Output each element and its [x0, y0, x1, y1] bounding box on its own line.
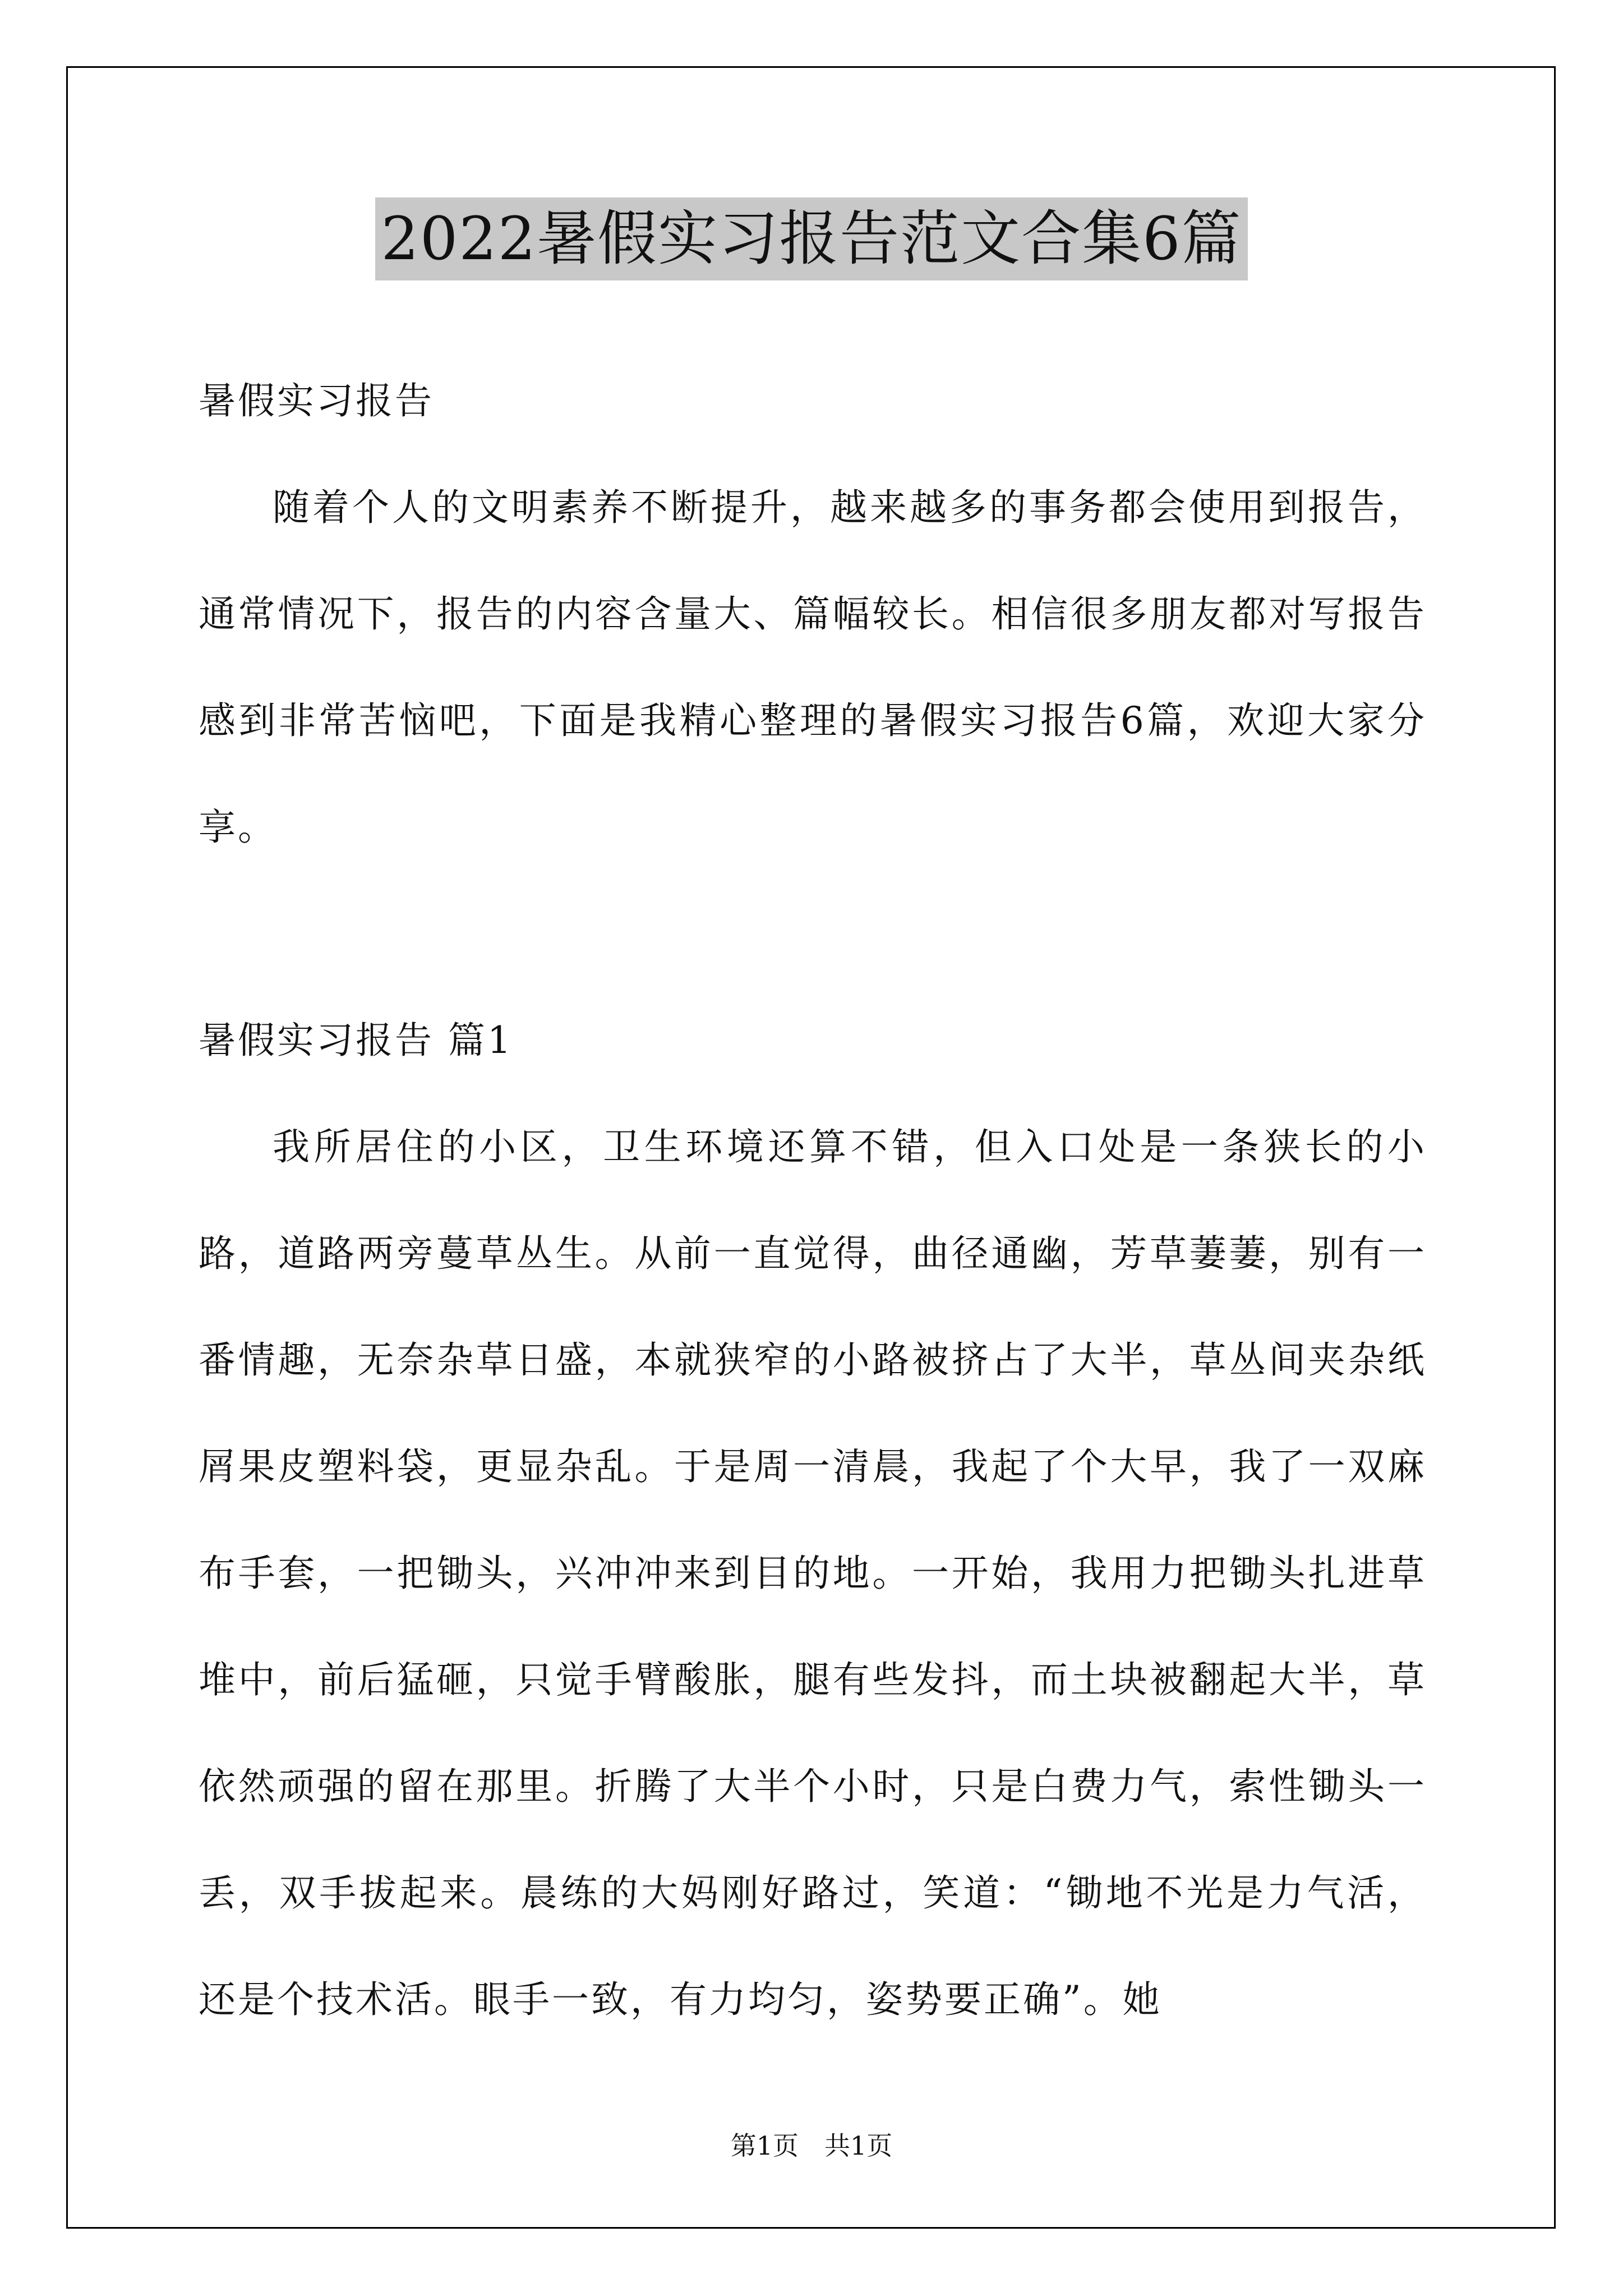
section-spacer	[199, 881, 1427, 987]
title-container	[0, 197, 1623, 280]
section-paragraph: 我所居住的小区，卫生环境还算不错，但入口处是一条狭长的小路，道路两旁蔓草丛生。从前一直觉得，曲径通幽，芳草萋萋，别有一番情趣，无奈杂草日盛，本就狭窄的小路被挤占了大半，草丛间夹杂纸屑果皮塑料袋，更显杂乱。于是周一清晨，我起了个大早，我了一双麻布手套，一把锄头，兴冲冲来到目的地。一开始，我用力把锄头扎进草堆中，前后猛砸，只觉手臂酸胀，腿有些发抖，而土块被翻起大半，草依然顽强的留在那里。折腾了大半个小时，只是白费力气，索性锄头一丢，双手拔起来。晨练的大妈刚好路过，笑道：“锄地不光是力气活，还是个技术活。眼手一致，有力均匀，姿势要正确”。她	[199, 1125, 1427, 2021]
intro-paragraph: 随着个人的文明素养不断提升，越来越多的事务都会使用到报告，通常情况下，报告的内容含量大、篇幅较长。相信很多朋友都对写报告感到非常苦恼吧，下面是我精心整理的暑假实习报告6篇，欢迎大家分享。	[199, 486, 1427, 849]
main-heading: 暑假实习报告	[199, 379, 434, 422]
section-heading: 暑假实习报告 篇1	[199, 1019, 513, 1062]
page-footer: 第1页 共1页	[730, 2131, 893, 2161]
document-body	[199, 348, 1427, 2053]
document-title: 2022暑假实习报告范文合集6篇	[375, 197, 1247, 280]
